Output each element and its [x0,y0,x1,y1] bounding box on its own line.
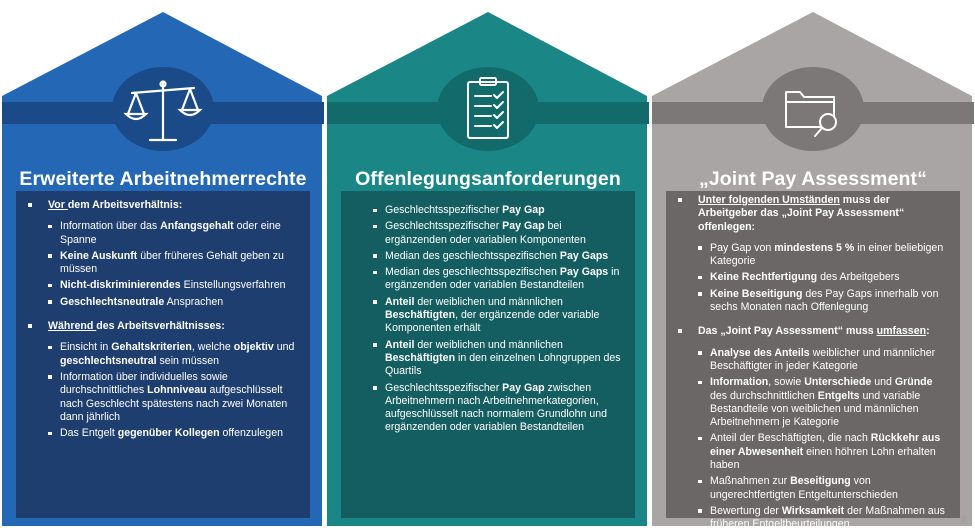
list-item: Information über individuelles sowie durchschnittliches Lohnniveau aufgeschlüsselt nach Geschlecht spätestens nach zwei Monaten dann jährlich [26,371,300,424]
folder-search-icon [760,66,866,157]
house-disclosure-requirements [327,8,649,526]
list-item: Information, sowie Unterschiede und Gründe des durchschnittlichen Entgelts und variable Bestandteile von weiblichen und männlichen Arbeitnehmern je Kategorie [676,376,950,429]
content-panel [16,191,310,518]
list-item: Das Entgelt gegenüber Kollegen offenzulegen [26,427,300,440]
list-item: Median des geschlechtsspezifischen Pay Gaps [351,250,625,263]
list-item: Geschlechtsspezifischer Pay Gap zwischen Arbeitnehmern nach Arbeitnehmerkategorien, aufgeschlüsselt nach normalem Grundlohn und ergänzenden oder variablen Bestandteilen [351,382,625,435]
list-item: Einsicht in Gehaltskriterien, welche objektiv und geschlechtsneutral sein müssen [26,341,300,368]
list-item: Median des geschlechtsspezifischen Pay Gaps in ergänzenden oder variablen Bestandteilen [351,266,625,293]
list-item: Maßnahmen zur Beseitigung von ungerechtfertigten Entgeltunterschieden [676,475,950,502]
clipboard-checklist-icon [435,66,541,157]
list-item: Keine Rechtfertigung des Arbeitgebers [676,271,950,284]
content-panel [341,191,635,518]
list-item: Pay Gap von mindestens 5 % in einer beliebigen Kategorie [676,242,950,269]
page-number: 2 [961,515,966,524]
list-item: Geschlechtsneutrale Ansprachen [26,296,300,309]
list-item: Keine Auskunft über früheres Gehalt geben zu müssen [26,250,300,277]
list-item: Anteil der weiblichen und männlichen Beschäftigten, der ergänzende oder variable Komponenten erhält [351,296,625,336]
house-title: Erweiterte Arbeitnehmerrechte [19,168,307,190]
list-item: Anteil der Beschäftigten, die nach Rückkehr aus einer Abwesenheit einen höhren Lohn erhalten haben [676,432,950,472]
list-item: Geschlechtsspezifischer Pay Gap [351,204,625,217]
house-title: Offenlegungsanforderungen [355,168,621,190]
list-item: Anteil der weiblichen und männlichen Beschäftigten in den einzelnen Lohngruppen des Quartils [351,339,625,379]
list-item: Unter folgenden Umständen muss der Arbeitgeber das „Joint Pay Assessment“ offenlegen: [676,194,950,234]
list-item: Analyse des Anteils weiblicher und männlicher Beschäftigter in jeder Kategorie [676,347,950,374]
list-item: Vor dem Arbeitsverhältnis: [26,199,300,212]
house-joint-pay-assessment [652,8,974,531]
house-employee-rights [2,8,324,526]
list-item: Keine Beseitigung des Pay Gaps innerhalb von sechs Monaten nach Offenlegung [676,288,950,315]
list-item: Bewertung der Wirksamkeit der Maßnahmen aus früheren Entgeltbeurteilungen [676,505,950,532]
list-item: Das „Joint Pay Assessment“ muss umfassen: [676,325,950,338]
list-item: Information über das Anfangsgehalt oder eine Spanne [26,220,300,247]
scales-icon [110,66,216,157]
list-item: Geschlechtsspezifischer Pay Gap bei ergänzenden oder variablen Komponenten [351,220,625,247]
list-item: Während des Arbeitsverhältnisses: [26,320,300,333]
list-item: Nicht-diskriminierendes Einstellungsverfahren [26,279,300,292]
content-panel [666,191,960,531]
house-title: „Joint Pay Assessment“ [699,168,927,190]
